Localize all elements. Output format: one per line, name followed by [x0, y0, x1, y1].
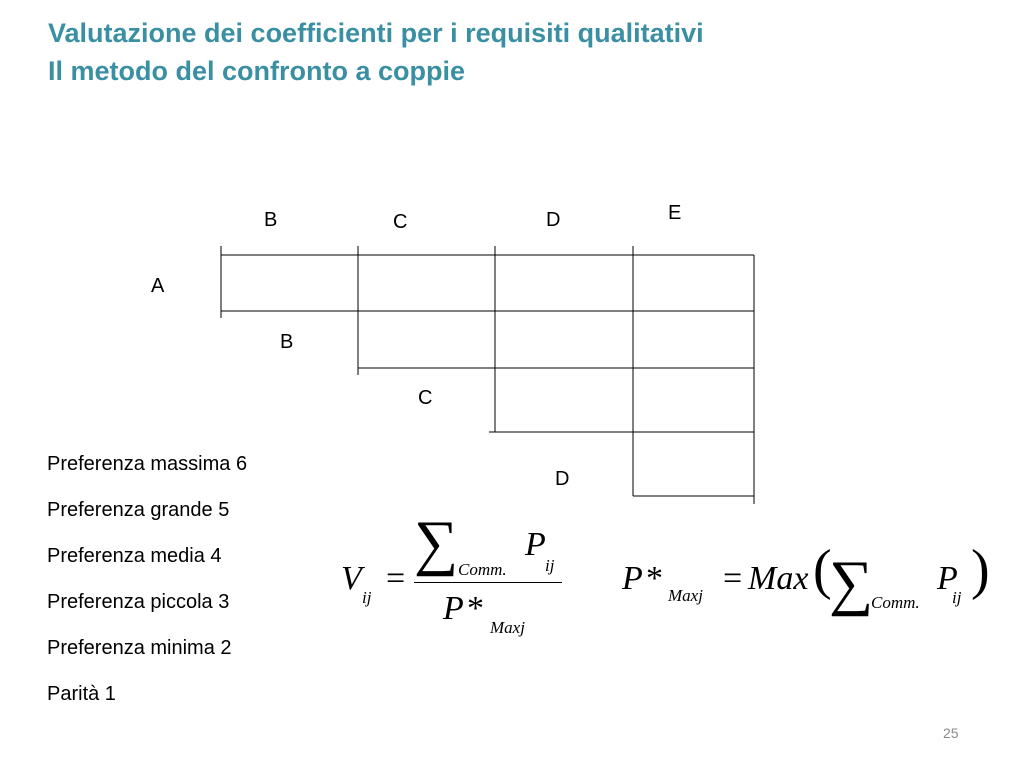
formula2-lhs-var: P — [622, 560, 643, 597]
formula1-lhs: V — [341, 560, 362, 597]
formula1-den-var: P — [443, 590, 464, 627]
fraction-bar — [414, 582, 562, 583]
preference-item: Preferenza piccola 3 — [47, 591, 230, 613]
preference-item: Preferenza massima 6 — [47, 453, 248, 475]
page-number: 25 — [943, 725, 959, 741]
formula2-equals: = — [723, 560, 743, 597]
row-label-d: D — [555, 468, 570, 490]
preference-item: Preferenza minima 2 — [47, 637, 232, 659]
formula1-equals: = — [386, 560, 406, 597]
formula2-sum-sub: Comm. — [871, 593, 920, 612]
formula2-open-paren: ( — [813, 539, 832, 601]
column-header-e: E — [668, 202, 682, 224]
preference-scale-list — [47, 451, 247, 727]
title-line-1: Valutazione dei coefficienti per i requisiti qualitativi — [48, 18, 704, 48]
formula2-var: P — [937, 560, 958, 597]
title-line-2: Il metodo del confronto a coppie — [48, 56, 466, 86]
formula1-sum-icon: ∑ — [414, 509, 459, 577]
formula1-sum-sub: Comm. — [458, 560, 507, 579]
row-label-c: C — [418, 387, 433, 409]
formula1-lhs-sub: ij — [362, 588, 372, 607]
formula2-var-sub: ij — [952, 588, 962, 607]
preference-item: Preferenza grande 5 — [47, 499, 230, 521]
row-label-b: B — [280, 331, 294, 353]
formula1-num-var: P — [525, 526, 546, 563]
column-header-c: C — [393, 211, 408, 233]
preference-item: Parità 1 — [47, 683, 116, 705]
preference-item: Preferenza media 4 — [47, 545, 222, 567]
formula2-func: Max — [748, 560, 809, 597]
formula1-num-sub: ij — [545, 556, 555, 575]
formula2-lhs-star: * — [646, 560, 663, 597]
formula1-den-sub: Maxj — [490, 618, 525, 637]
column-header-d: D — [546, 209, 561, 231]
formula2-sum-icon: ∑ — [829, 549, 874, 617]
formula2-close-paren: ) — [971, 539, 990, 601]
row-label-a: A — [151, 275, 165, 297]
formula1-den-star: * — [467, 590, 484, 627]
formula2-lhs-sub: Maxj — [668, 586, 703, 605]
column-header-b: B — [264, 209, 278, 231]
